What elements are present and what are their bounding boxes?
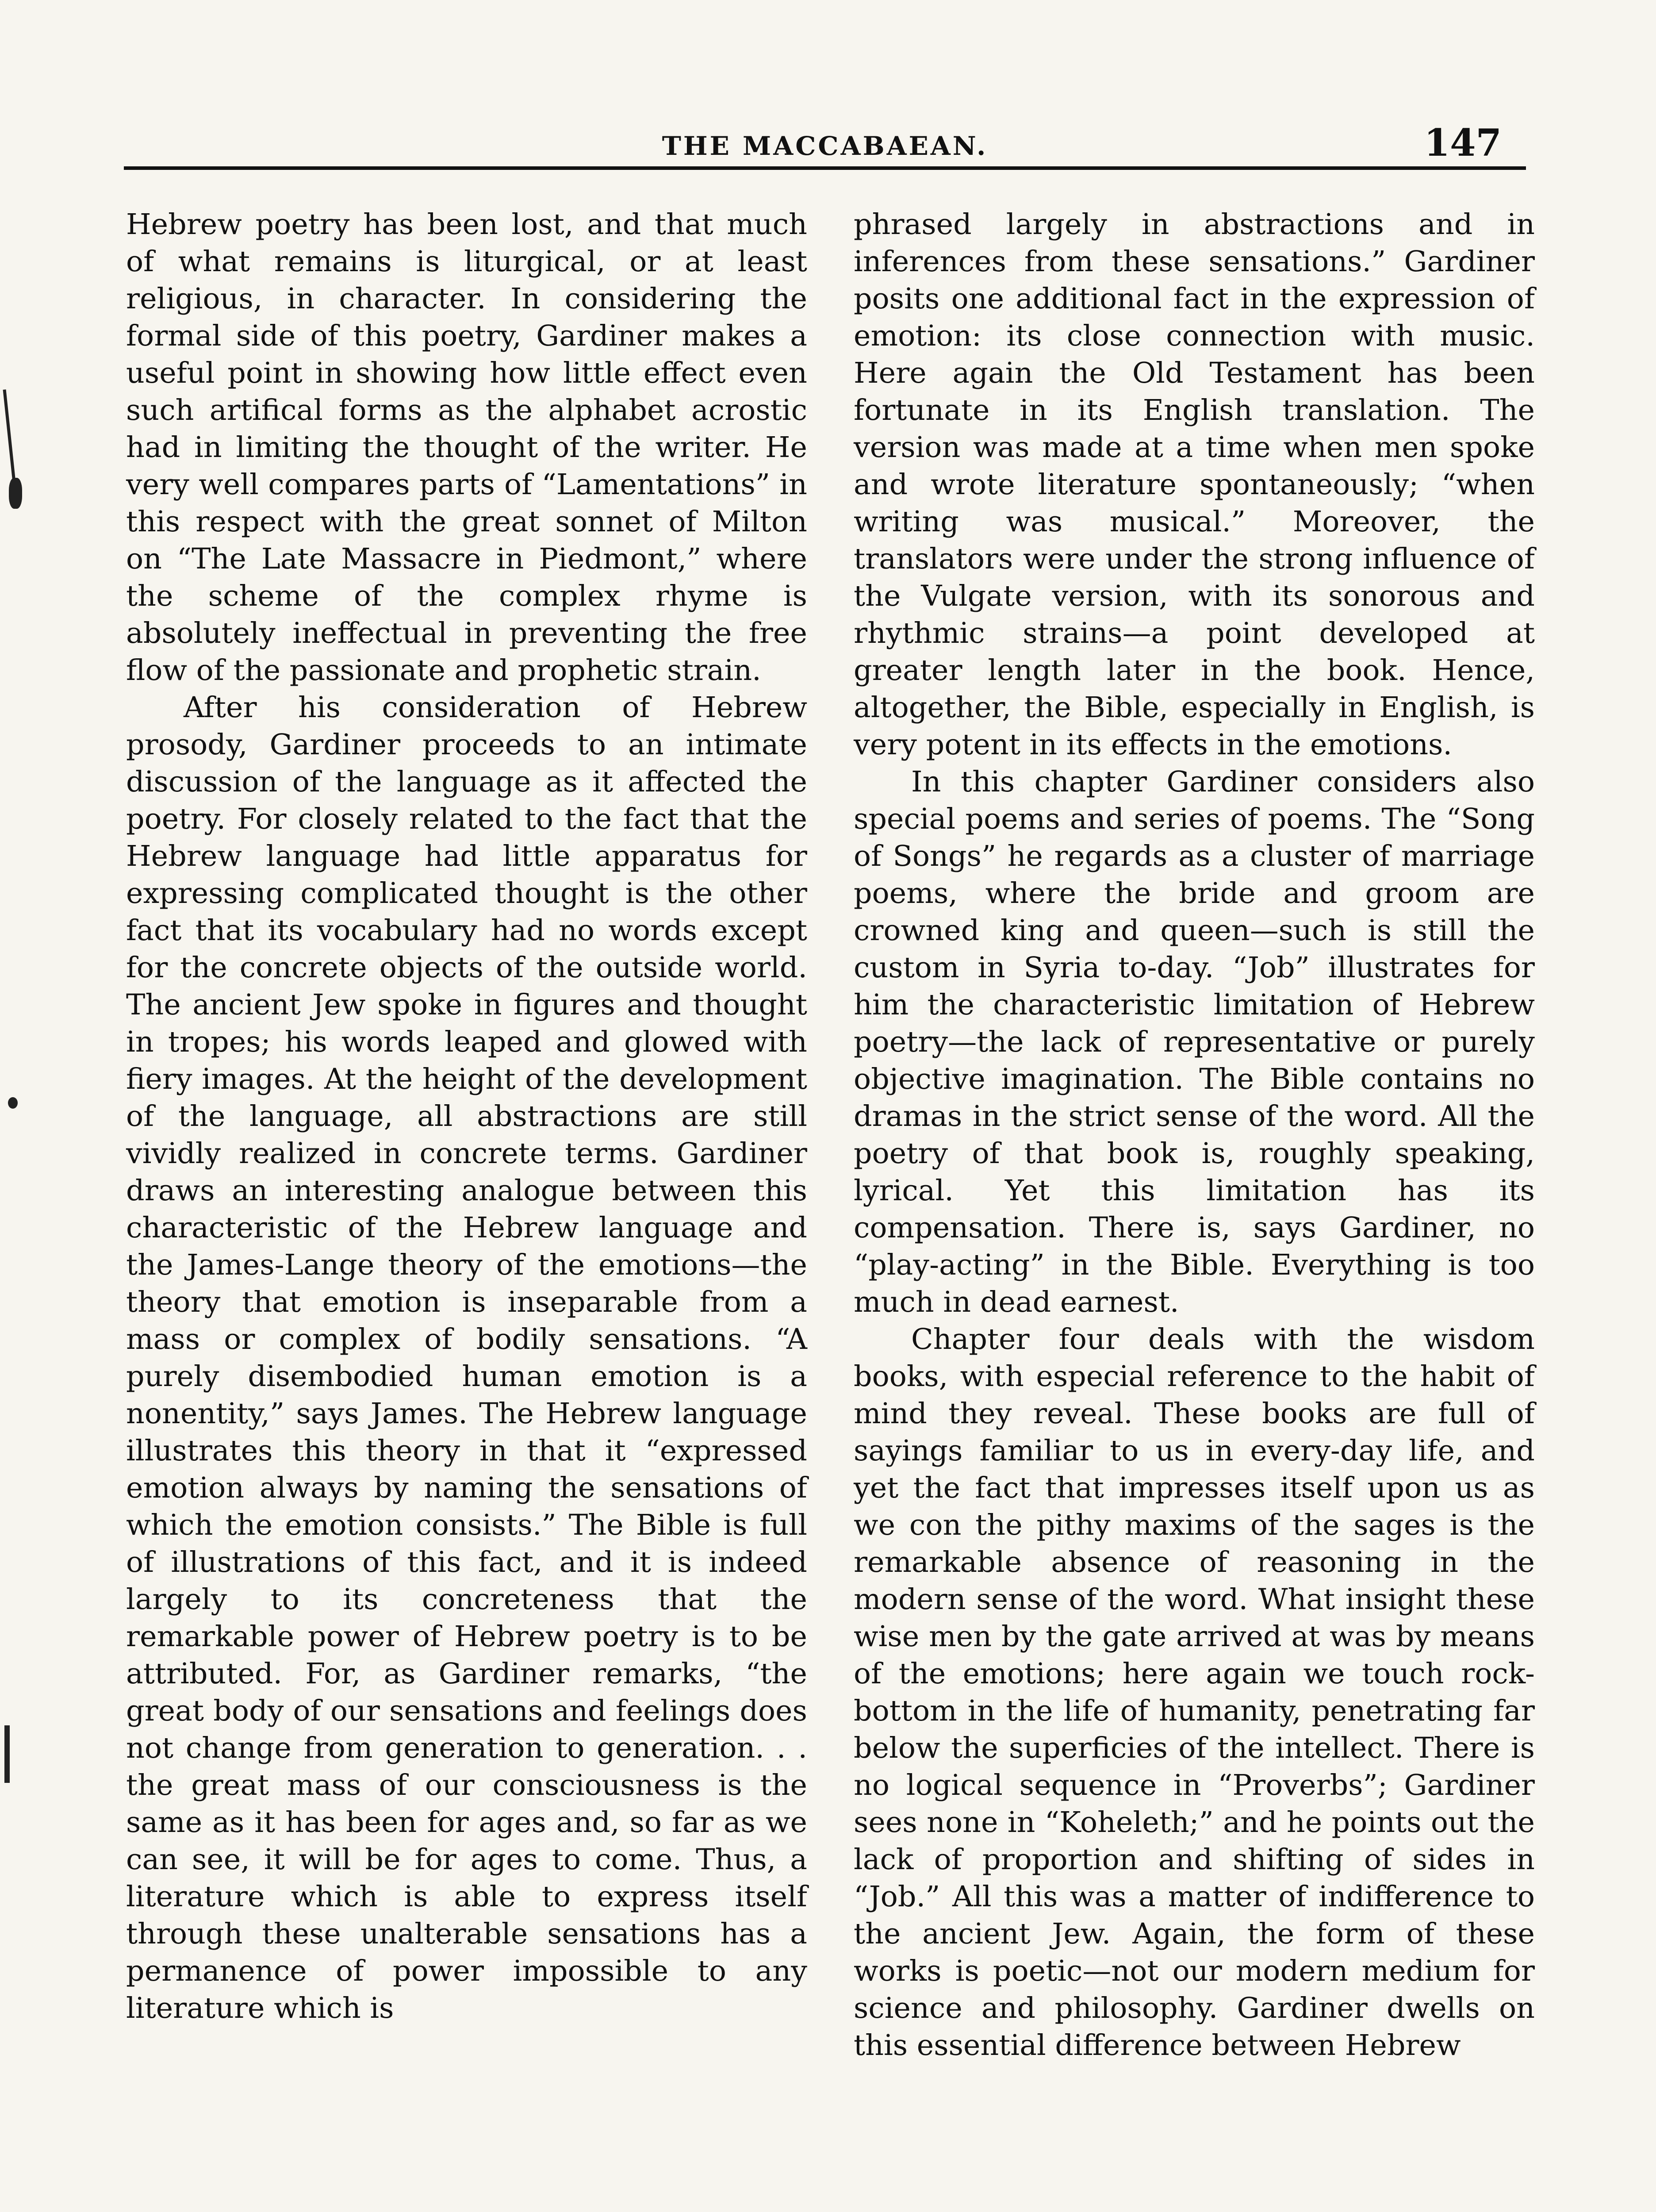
page-number: 147: [1424, 121, 1502, 165]
running-header: [124, 114, 1526, 172]
paragraph: After his consideration of Hebrew prosody, Gardiner proceeds to an intimate discussion of the language as it affected the poetry. For closely related to the fact that the Hebrew language had little apparatus for expressing complicated thought is the other fact that its vocabulary had no words except for the concrete objects of the outside world. The ancient Jew spoke in figures and thought in tropes; his words leaped and glowed with fiery images. At the height of the development of the language, all abstractions are still vividly realized in concrete terms. Gardiner draws an interesting analogue between this characteristic of the Hebrew language and the James-Lange theory of the emotions—the theory that emotion is inseparable from a mass or complex of bodily sensations. “A purely disembodied human emotion is a nonentity,” says James. The Hebrew language illustrates this theory in that it “expressed emotion always by naming the sensations of which the emotion consists.” The Bible is full of illustrations of this fact, and it is indeed largely to its concreteness that the remarkable power of Hebrew poetry is to be attributed. For, as Gardiner remarks, “the great body of our sensations and feelings does not change from generation to generation. . . the great mass of our consciousness is the same as it has been for ages and, so far as we can see, it will be for ages to come. Thus, a literature which is able to express itself through these unalterable sensations has a permanence of power impossible to any literature which is: [126, 691, 807, 2025]
paragraph: phrased largely in abstractions and in inferences from these sensations.” Gardiner posits one additional fact in the expression of emotion: its close connection with music. Here again the Old Testament has been fortunate in its English translation. The version was made at a time when men spoke and wrote literature spontaneously; “when writing was musical.” Moreover, the translators were under the strong influence of the Vulgate version, with its sonorous and rhythmic strains—a point developed at greater length later in the book. Hence, altogether, the Bible, especially in English, is very potent in its effects in the emotions.: [854, 208, 1535, 761]
paragraph: In this chapter Gardiner considers also special poems and series of poems. The “Song of Songs” he regards as a cluster of marriage poems, where the bride and groom are crowned king and queen—such is still the custom in Syria to-day. “Job” illustrates for him the characteristic limitation of Hebrew poetry—the lack of representative or purely objective imagination. The Bible contains no dramas in the strict sense of the word. All the poetry of that book is, roughly speaking, lyrical. Yet this limitation has its compensation. There is, says Gardiner, no “play-acting” in the Bible. Everything is too much in dead earnest.: [854, 765, 1535, 1319]
scan-mark: [9, 478, 22, 509]
scan-mark: [8, 1097, 18, 1109]
running-title: THE MACCABAEAN.: [662, 131, 988, 161]
right-column: [854, 206, 1535, 2064]
scan-mark: [4, 1725, 10, 1783]
left-column: [126, 206, 807, 2027]
header-rule: [124, 166, 1526, 170]
paragraph: Hebrew poetry has been lost, and that much of what remains is liturgical, or at least religious, in character. In considering the formal side of this poetry, Gardiner makes a useful point in showing how little effect even such artifical forms as the alphabet acrostic had in limiting the thought of the writer. He very well compares parts of “Lamentations” in this respect with the great sonnet of Milton on “The Late Massacre in Piedmont,” where the scheme of the complex rhyme is absolutely ineffectual in preventing the free flow of the passionate and prophetic strain.: [126, 208, 807, 687]
scan-mark: [3, 389, 16, 487]
paragraph: Chapter four deals with the wisdom books, with especial reference to the habit of mind they reveal. These books are full of sayings familiar to us in every-day life, and yet the fact that impresses itself upon us as we con the pithy maxims of the sages is the remarkable absence of reasoning in the modern sense of the word. What insight these wise men by the gate arrived at was by means of the emotions; here again we touch rock-bottom in the life of humanity, penetrating far below the superficies of the intellect. There is no logical sequence in “Proverbs”; Gardiner sees none in “Koheleth;” and he points out the lack of proportion and shifting of sides in “Job.” All this was a matter of indifference to the ancient Jew. Again, the form of these works is poetic—not our modern medium for science and philosophy. Gardiner dwells on this essential difference between Hebrew: [854, 1323, 1535, 2062]
